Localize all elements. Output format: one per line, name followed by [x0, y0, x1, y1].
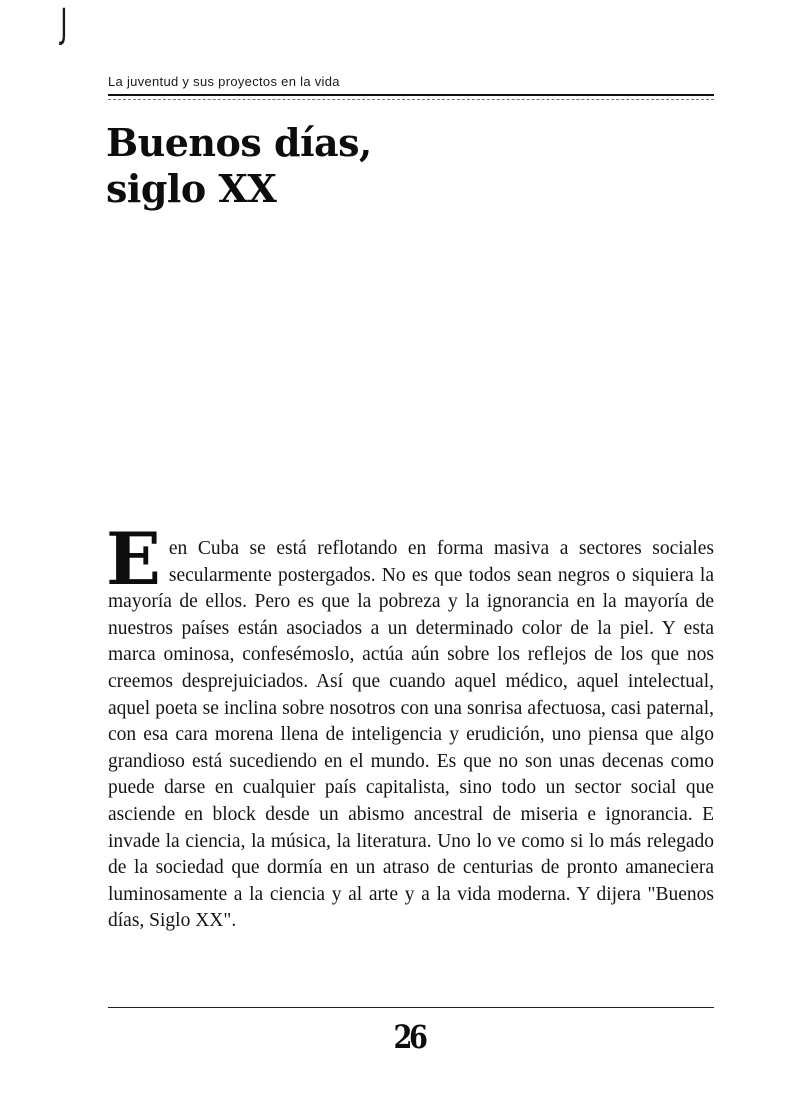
header-rule-secondary	[108, 99, 714, 100]
body-paragraph	[106, 516, 714, 935]
running-head: La juventud y sus proyectos en la vida	[108, 74, 340, 89]
chapter-title-line-1: Buenos días,	[106, 120, 372, 165]
chapter-title-line-2: siglo XX	[106, 166, 277, 211]
chapter-title	[106, 120, 372, 212]
footer-rule	[108, 1007, 714, 1008]
body-text: en Cuba se está reflotando en forma masiva a sectores sociales secularmente postergados. No es que todos sean negros o siquiera la mayoría de ellos. Pero es que la pobreza y la ignorancia en la mayoría de nuestros países están asociados a un determinado color de la piel. Y esta marca ominosa, confesémoslo, actúa aún sobre los reflejos de los que nos creemos desprejuiciados. Así que cuando aquel médico, aquel intelectual, aquel poeta se inclina sobre nosotros con una sonrisa afectuosa, casi paternal, con esa cara morena llena de inteligencia y erudición, uno piensa que algo grandioso está sucediendo en el mundo. Es que no son unas decenas como puede darse en cualquier país capitalista, sino todo un sector social que asciende en block desde un abismo ancestral de miseria e ignorancia. E invade la ciencia, la música, la literatura. Uno lo ve como si lo más relegado de la sociedad que dormía en un atraso de centurias de pronto amaneciera luminosamente a la ciencia y al arte y a la vida moderna. Y dijera "Buenos días, Siglo XX".	[108, 538, 714, 932]
handwritten-margin-mark: J	[60, 1, 68, 47]
drop-cap: E	[106, 516, 161, 601]
page-number: 26	[393, 1018, 425, 1056]
header-rule	[108, 94, 714, 96]
